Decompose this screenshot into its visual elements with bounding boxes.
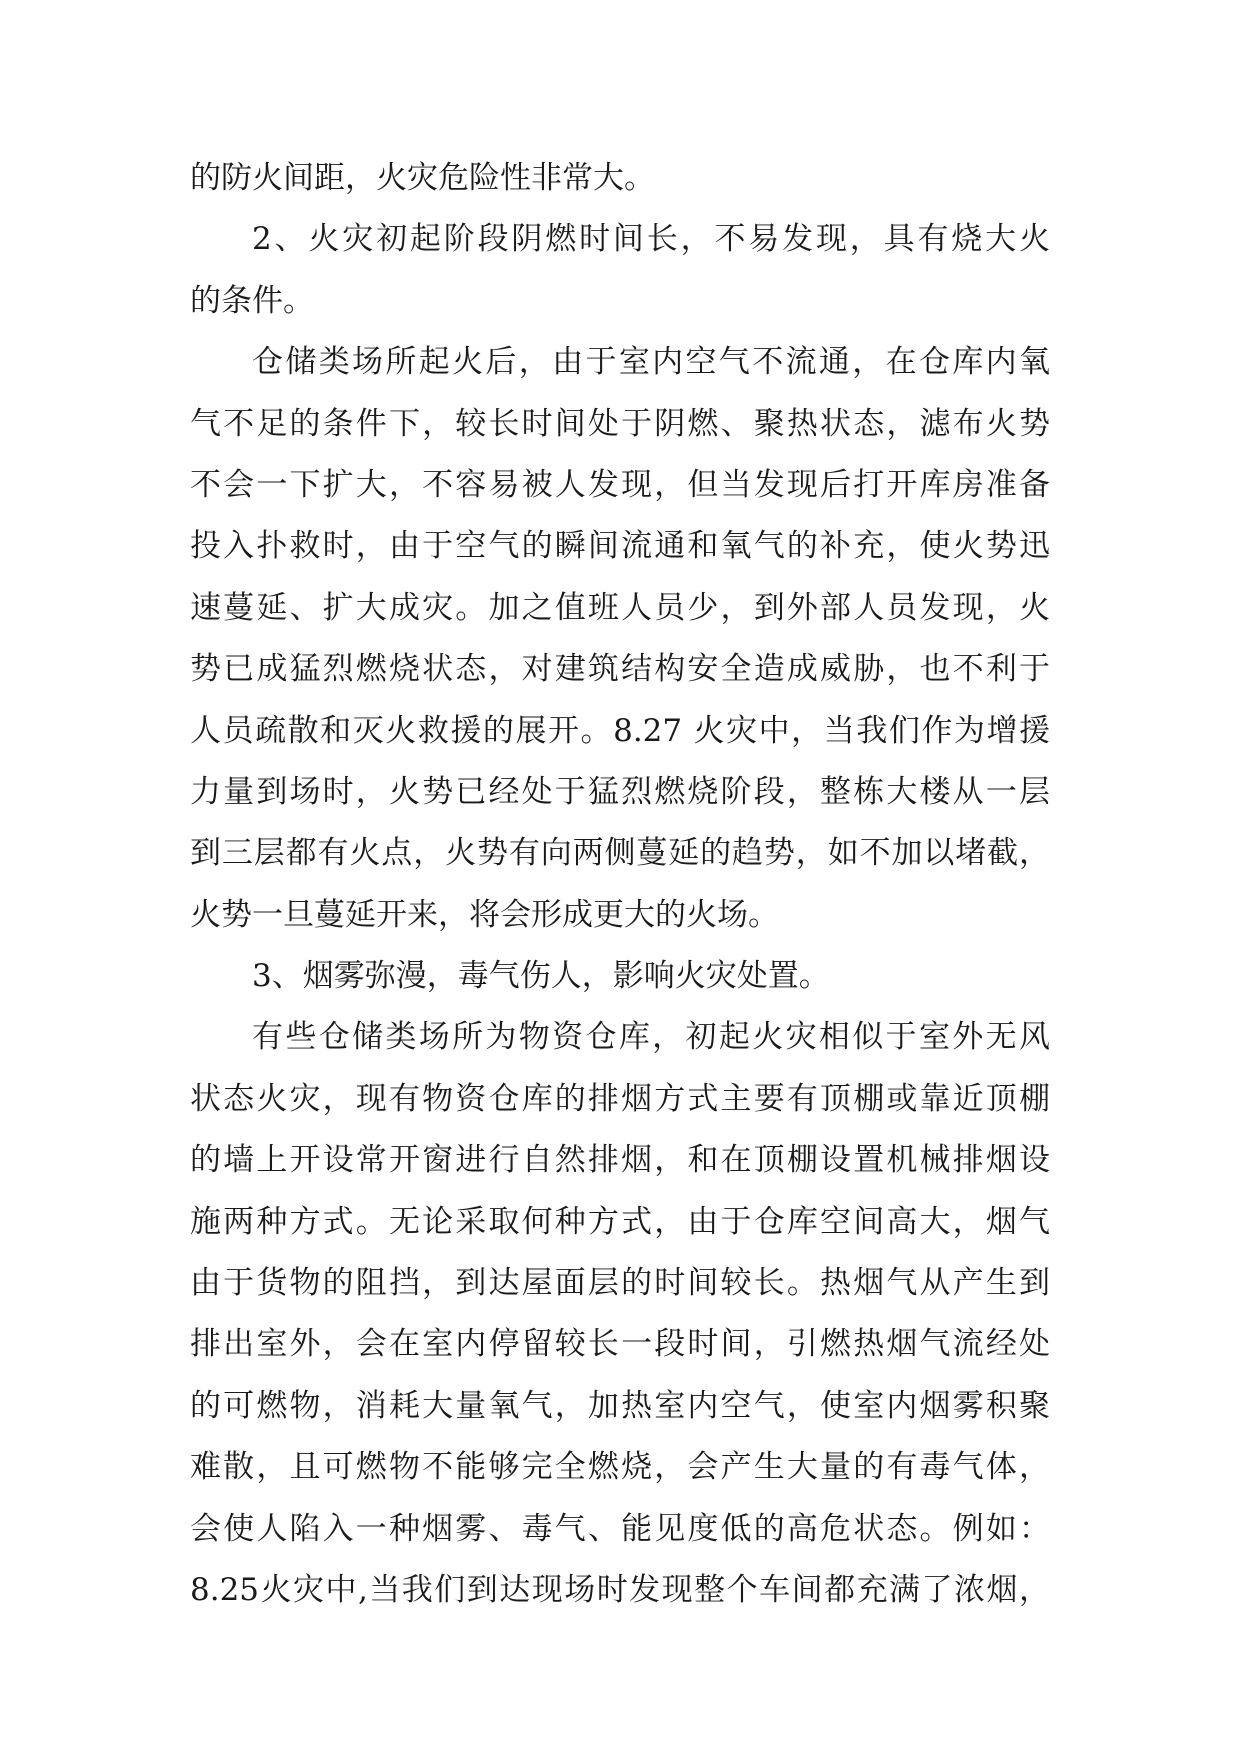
text-line: 的墙上开设常开窗进行自然排烟，和在顶棚设置机械排烟设	[190, 1142, 1050, 1179]
text-line: 的防火间距，火灾危险性非常大。	[190, 160, 655, 196]
text-line: 投入扑救时，由于空气的瞬间流通和氧气的补充，使火势迅	[190, 528, 1050, 565]
text-line: 不会一下扩大，不容易被人发现，但当发现后打开库房准备	[190, 466, 1050, 503]
text-line: 由于货物的阻挡，到达屋面层的时间较长。热烟气从产生到	[190, 1265, 1050, 1302]
text-line: 到三层都有火点，火势有向两侧蔓延的趋势，如不加以堵截，	[190, 835, 1050, 872]
text-line: 的条件。	[190, 282, 314, 319]
body-text	[190, 148, 1050, 1621]
text-line: 速蔓延、扩大成灾。加之值班人员少，到外部人员发现，火	[190, 589, 1050, 626]
text-line: 力量到场时，火势已经处于猛烈燃烧阶段，整栋大楼从一层	[190, 773, 1050, 810]
text-line: 人员疏散和灭火救援的展开。8.27 火灾中，当我们作为增援	[190, 712, 1050, 749]
paragraph-heading-3: 3、烟雾弥漫，毒气伤人，影响火灾处置。	[252, 958, 830, 995]
paragraph-heading-2: 2、火灾初起阶段阴燃时间长，不易发现，具有烧大火	[252, 221, 1050, 258]
text-line: 排出室外，会在室内停留较长一段时间，引燃热烟气流经处	[190, 1326, 1050, 1363]
text-line: 火势一旦蔓延开来，将会形成更大的火场。	[190, 896, 779, 933]
paragraph-start: 仓储类场所起火后，由于室内空气不流通，在仓库内氧	[252, 344, 1050, 381]
text-line: 的可燃物，消耗大量氧气，加热室内空气，使室内烟雾积聚	[190, 1387, 1050, 1424]
text-line: 8.25火灾中,当我们到达现场时发现整个车间都充满了浓烟，	[190, 1571, 1050, 1608]
text-line: 施两种方式。无论采取何种方式，由于仓库空间高大，烟气	[190, 1203, 1050, 1240]
text-line: 势已成猛烈燃烧状态，对建筑结构安全造成威胁，也不利于	[190, 651, 1050, 688]
text-line: 会使人陷入一种烟雾、毒气、能见度低的高危状态。例如：	[190, 1510, 1050, 1547]
paragraph-start: 有些仓储类场所为物资仓库，初起火灾相似于室外无风	[252, 1019, 1050, 1056]
text-line: 状态火灾，现有物资仓库的排烟方式主要有顶棚或靠近顶棚	[190, 1080, 1050, 1117]
text-line: 难散，且可燃物不能够完全燃烧，会产生大量的有毒气体，	[190, 1449, 1050, 1486]
text-line: 气不足的条件下，较长时间处于阴燃、聚热状态，滤布火势	[190, 405, 1050, 442]
